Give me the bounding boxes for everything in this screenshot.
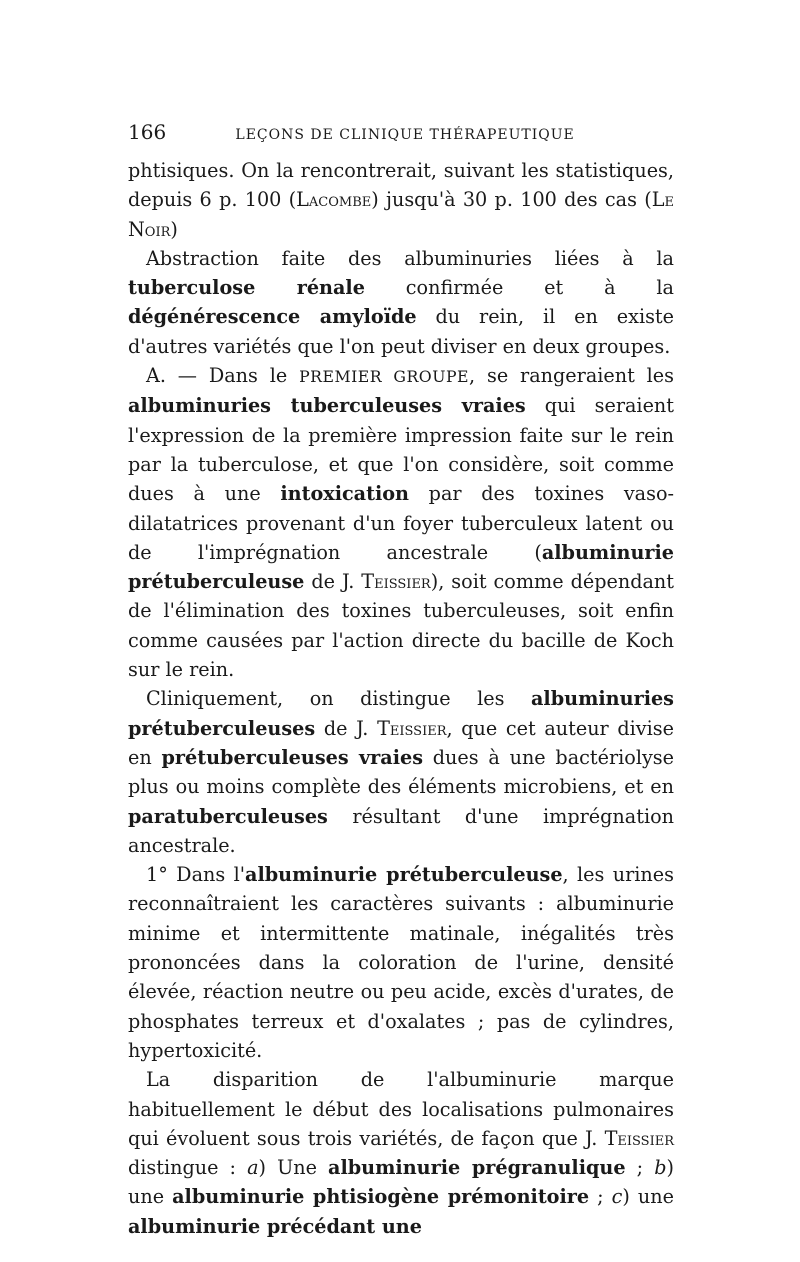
text-run: distingue : <box>128 1156 248 1180</box>
text-run: phtisiques. On la rencontrerait, suivant les statistiques, depuis 6 p. 100 ( <box>128 159 674 212</box>
bold-term: albuminurie prétuberculeuse <box>245 863 563 887</box>
bold-term: albuminurie précédant une <box>128 1214 422 1238</box>
page-header <box>128 120 674 150</box>
text-run: , se rangeraient les <box>469 364 675 388</box>
bold-term: tuberculose rénale <box>128 276 365 300</box>
paragraph-4 <box>128 684 674 860</box>
text-run: dues à une bactériolyse plus ou moins complète des éléments microbiens, et en <box>128 745 674 799</box>
bold-term: prétuberculeuses vraies <box>161 745 423 769</box>
bold-term: albuminurie prégranulique <box>328 1156 626 1180</box>
paragraph-6 <box>128 1065 674 1241</box>
text-run: A. — Dans le <box>146 364 300 388</box>
text-run: La disparition de l'albuminurie marque habituellement le début des localisations pulmonaires qui évoluent sous trois variétés, de façon que J. <box>128 1068 674 1150</box>
text-run: ) <box>170 217 178 241</box>
text-run: Abstraction faite des albuminuries liées à la <box>146 246 674 270</box>
paragraph-3 <box>128 361 674 684</box>
book-page <box>128 120 674 1241</box>
bold-term: paratuberculeuses <box>128 804 328 828</box>
list-letter: a <box>247 1156 259 1180</box>
text-run: par des toxines vaso-dilatatrices provenant d'un foyer tuberculeux latent ou de l'imprégnation ancestrale ( <box>128 482 674 564</box>
text-run: ), soit comme dépendant de l'élimination des toxines tuberculeuses, soit enfin comme causées par l'action directe du bacille de Koch sur le rein. <box>128 570 674 682</box>
list-letter: c <box>611 1185 623 1209</box>
bold-term: intoxication <box>280 482 410 506</box>
text-run: ; <box>625 1156 655 1180</box>
list-letter: b <box>654 1156 667 1180</box>
text-run: ) jusqu'à 30 p. 100 des cas ( <box>371 188 652 212</box>
author-name: Le Noir <box>128 188 674 241</box>
text-run: résultant d'une imprégnation ancestrale. <box>128 804 674 857</box>
body-text <box>128 156 674 1241</box>
running-title: LEÇONS DE CLINIQUE THÉRAPEUTIQUE <box>235 127 575 143</box>
text-run: de J. <box>304 570 362 594</box>
text-run: confirmée et à la <box>364 276 674 300</box>
bold-term: albuminurie prétuberculeuse <box>128 540 674 594</box>
author-name: Teissier <box>377 716 447 740</box>
text-run: 1° Dans l' <box>146 863 246 887</box>
text-run: , que cet auteur divise en <box>128 716 674 769</box>
text-run: Cliniquement, on distingue les <box>146 687 531 711</box>
paragraph-2 <box>128 244 674 361</box>
bold-term: albuminuries tuberculeuses vraies <box>128 394 526 418</box>
author-name: Teissier <box>604 1126 674 1150</box>
text-run: ) une <box>622 1185 675 1209</box>
author-name: Teissier <box>361 570 431 594</box>
text-run: qui seraient l'expression de la première impression faite sur le rein par la tuberculose, et que l'on considère, soit comme dues à une <box>128 394 674 506</box>
text-run: , les urines reconnaîtraient les caractères suivants : albuminurie minime et intermittente matinale, inégalités très prononcées dans la coloration de l'urine, densité élevée, réaction neutre ou peu acide, excès d'urates, de phosphates terreux et d'oxalates ; pas de cylindres, hypertoxicité. <box>128 863 674 1062</box>
page-number: 166 <box>128 120 167 144</box>
text-run: ) Une <box>258 1156 329 1180</box>
bold-term: albuminurie phtisiogène prémonitoire <box>172 1185 590 1209</box>
text-run: ; <box>589 1185 612 1209</box>
bold-term: albuminuries prétuberculeuses <box>128 687 674 740</box>
bold-term: dégénérescence amyloïde <box>128 305 417 329</box>
text-run: de J. <box>315 716 378 740</box>
text-run: du rein, il en existe d'autres variétés que l'on peut diviser en deux groupes. <box>128 305 674 358</box>
author-name: Lacombe <box>296 188 372 212</box>
paragraph-1 <box>128 156 674 244</box>
paragraph-5 <box>128 860 674 1065</box>
small-caps-term: PREMIER GROUPE <box>299 367 470 387</box>
text-run: ) une <box>128 1156 674 1209</box>
